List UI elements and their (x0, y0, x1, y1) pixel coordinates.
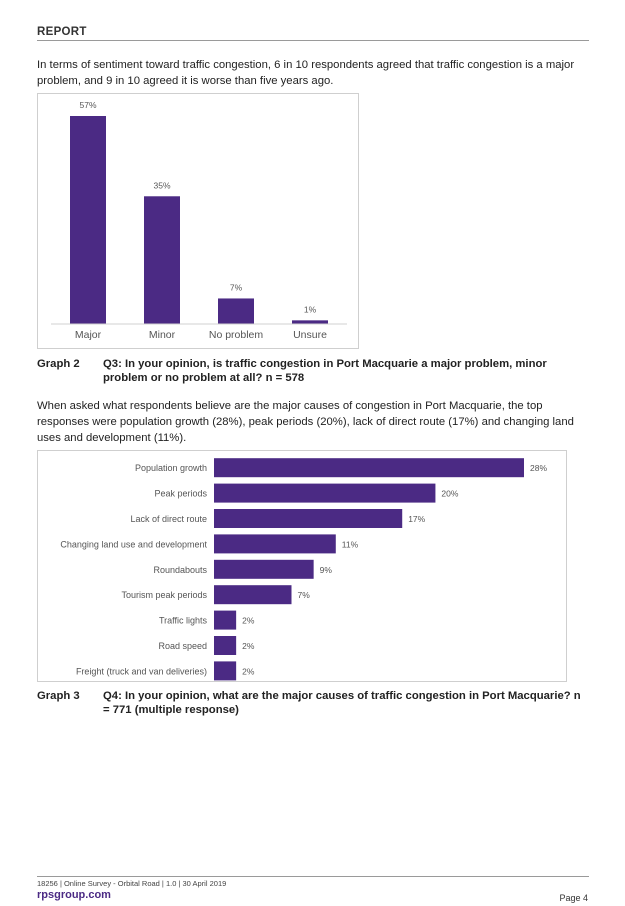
graph2-value-label: 7% (229, 282, 243, 293)
graph3-bar (214, 534, 336, 553)
graph2-bar (144, 196, 180, 324)
graph3-value-label: 20% (441, 488, 459, 499)
graph2-caption (37, 357, 589, 387)
graph3-category-label: Peak periods (154, 488, 207, 499)
report-header: REPORT (37, 26, 87, 38)
graph3-bar (214, 458, 524, 477)
graph3-category-label: Roundabouts (153, 564, 207, 575)
graph3-category-label: Population growth (134, 463, 207, 474)
graph2-bar-chart (38, 94, 358, 348)
graph3-value-label: 2% (242, 666, 255, 677)
graph3-bar-chart (38, 451, 566, 681)
graph3-category-label: Road speed (158, 641, 207, 651)
graph3-caption-text: Q4: In your opinion, what are the major causes of traffic congestion in Port Macquarie? n = 771 (multiple response) (103, 690, 581, 716)
graph3-value-label: 2% (242, 641, 255, 651)
graph3-bar (214, 585, 292, 604)
graph3-category-label: Changing land use and development (60, 539, 207, 550)
footer-divider (37, 876, 589, 877)
graph2-bar (70, 116, 106, 324)
footer-website-link[interactable]: rpsgroup.com (37, 889, 111, 901)
graph3-category-label: Traffic lights (158, 615, 207, 626)
graph2-bar (218, 298, 254, 324)
graph3-bar (214, 560, 314, 579)
graph3-caption (37, 689, 589, 719)
graph3-category-label: Freight (truck and van deliveries) (75, 666, 207, 677)
graph3-chart-frame (37, 450, 567, 682)
page-number: Page 4 (559, 893, 588, 903)
graph2-value-label: 57% (79, 100, 97, 110)
footer-document-meta: 18256 | Online Survey - Orbital Road | 1.0 | 30 April 2019 (37, 879, 227, 888)
graph2-value-label: 1% (303, 304, 317, 315)
graph3-bar (214, 636, 236, 655)
graph3-bar (214, 661, 236, 680)
graph3-value-label: 28% (530, 463, 548, 474)
graph3-value-label: 2% (242, 615, 255, 626)
causes-paragraph: When asked what respondents believe are the major causes of congestion in Port Macquarie, the top responses were population growth (28%), peak periods (20%), lack of direct route (17%) and changing land uses and development (11%). (37, 400, 574, 444)
graph2-chart-frame (37, 93, 359, 349)
graph3-category-label: Lack of direct route (130, 514, 207, 524)
intro-paragraph: In terms of sentiment toward traffic congestion, 6 in 10 respondents agreed that traffic congestion is a major problem, and 9 in 10 agreed it is worse than five years ago. (37, 59, 575, 87)
graph2-category-label: Unsure (293, 329, 327, 341)
graph2-bar (292, 320, 328, 324)
graph3-value-label: 11% (341, 539, 359, 550)
graph2-category-label: Minor (148, 329, 176, 341)
header-divider (37, 40, 589, 41)
graph2-value-label: 35% (153, 180, 171, 191)
graph2-caption-text: Q3: In your opinion, is traffic congestion in Port Macquarie a major problem, minor problem or no problem at all? n = 578 (103, 358, 547, 384)
graph3-bar (214, 611, 236, 630)
graph3-value-label: 7% (297, 590, 310, 601)
graph3-bar (214, 484, 435, 503)
graph3-bar (214, 509, 402, 528)
graph3-value-label: 17% (408, 514, 426, 524)
graph3-label: Graph 3 (37, 690, 80, 702)
graph2-category-label: No problem (208, 329, 264, 341)
graph3-category-label: Tourism peak periods (121, 590, 207, 601)
graph3-value-label: 9% (319, 564, 332, 575)
graph2-label: Graph 2 (37, 358, 80, 370)
graph2-category-label: Major (74, 329, 102, 341)
